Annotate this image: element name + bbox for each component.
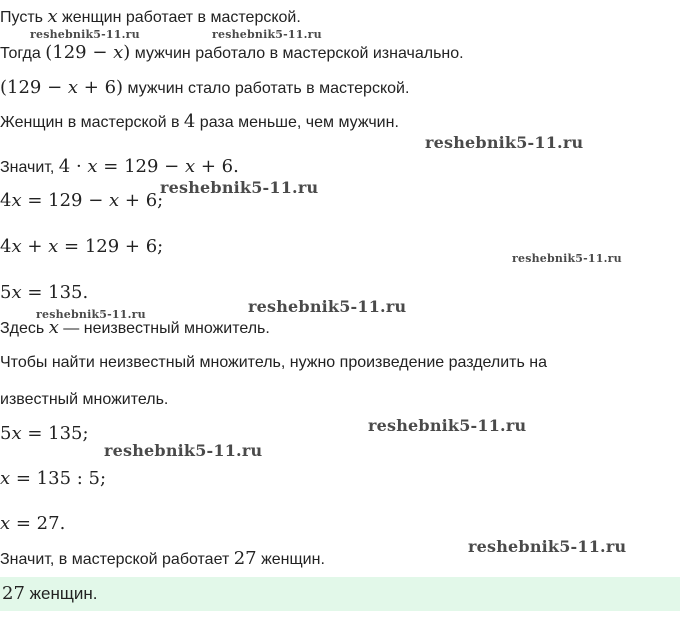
watermark: reshebnik5-11.ru [160,178,319,197]
watermark: reshebnik5-11.ru [104,441,263,460]
watermark: reshebnik5-11.ru [425,133,584,152]
text-line-10: Чтобы найти неизвестный множитель, нужно произведение разделить на [0,354,548,371]
equation-line-14: x = 27. [0,513,66,534]
watermark: reshebnik5-11.ru [212,28,322,41]
text-line-15: Значит, в мастерской работает 27 женщин. [0,548,325,569]
text-line-11: известный множитель. [0,391,169,408]
equation-line-6: 4x = 129 − x + 6; [0,190,164,211]
watermark: reshebnik5-11.ru [36,308,146,321]
equation-line-12: 5x = 135; [0,423,89,444]
watermark: reshebnik5-11.ru [30,28,140,41]
answer-box: 27 женщин. [0,577,680,611]
text-line-4: Женщин в мастерской в 4 раза меньше, чем мужчин. [0,111,399,132]
watermark: reshebnik5-11.ru [368,416,527,435]
watermark: reshebnik5-11.ru [468,537,627,556]
equation-line-13: x = 135 : 5; [0,468,107,489]
text-line-2: Тогда (129 − x) мужчин работало в мастерской изначально. [0,42,464,63]
equation-line-7: 4x + x = 129 + 6; [0,236,164,257]
text-line-5: Значит, 4 · x = 129 − x + 6. [0,156,239,177]
text-line-3: (129 − x + 6) мужчин стало работать в мастерской. [0,77,410,98]
equation-line-8: 5x = 135. [0,282,89,303]
text-line-9: Здесь x — неизвестный множитель. [0,317,270,338]
text-line-1: Пусть x женщин работает в мастерской. [0,6,301,27]
watermark: reshebnik5-11.ru [512,252,622,265]
watermark: reshebnik5-11.ru [248,297,407,316]
